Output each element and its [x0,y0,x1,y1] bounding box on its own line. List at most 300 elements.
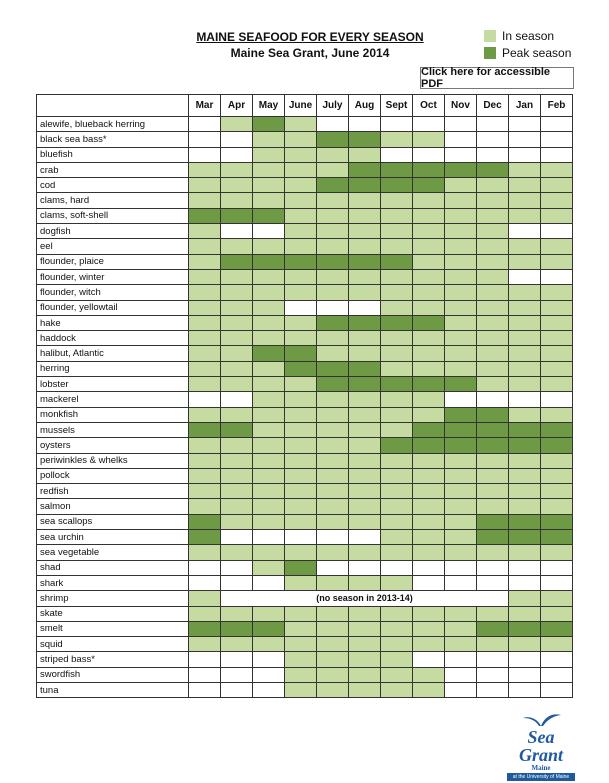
off-season-cell [509,560,541,575]
in-season-cell [381,239,413,254]
in-season-cell [349,438,381,453]
in-season-cell [221,637,253,652]
peak-season-cell [317,377,349,392]
in-season-cell [317,285,349,300]
in-season-cell [445,499,477,514]
off-season-cell [189,652,221,667]
in-season-cell [189,545,221,560]
in-season-cell [541,178,573,193]
in-season-cell [317,438,349,453]
off-season-cell [349,300,381,315]
off-season-cell [445,667,477,682]
off-season-cell [189,560,221,575]
off-season-cell [477,652,509,667]
in-season-cell [541,346,573,361]
in-season-cell [317,621,349,636]
month-header-feb: Feb [541,95,573,117]
in-season-cell [381,667,413,682]
in-season-cell [445,637,477,652]
off-season-cell [509,667,541,682]
in-season-cell [509,315,541,330]
in-season-cell [317,208,349,223]
peak-season-cell [189,208,221,223]
in-season-cell [221,453,253,468]
in-season-cell [349,239,381,254]
in-season-cell [445,208,477,223]
table-row [37,162,573,177]
in-season-cell [189,315,221,330]
table-row [37,637,573,652]
off-season-cell [413,575,445,590]
in-season-cell [445,484,477,499]
off-season-cell [477,682,509,697]
in-season-cell [413,346,445,361]
in-season-cell [317,545,349,560]
in-season-cell [349,652,381,667]
table-row [37,591,573,606]
off-season-cell [509,392,541,407]
off-season-cell [445,652,477,667]
in-season-cell [285,315,317,330]
peak-season-cell [509,530,541,545]
peak-season-cell [477,438,509,453]
in-season-cell [413,285,445,300]
in-season-cell [413,453,445,468]
in-season-cell [541,300,573,315]
table-row [37,392,573,407]
in-season-cell [381,652,413,667]
accessible-pdf-button[interactable]: Click here for accessible PDF [420,67,574,89]
in-season-cell [349,346,381,361]
peak-season-cell [253,254,285,269]
off-season-cell [509,132,541,147]
table-row [37,132,573,147]
in-season-cell [285,407,317,422]
species-name: hake [37,315,189,330]
month-header-may: May [253,95,285,117]
in-season-cell [285,621,317,636]
in-season-cell [477,606,509,621]
in-season-cell [253,300,285,315]
in-season-cell [477,285,509,300]
in-season-cell [413,606,445,621]
in-season-cell [541,254,573,269]
off-season-cell [477,132,509,147]
table-row [37,606,573,621]
in-season-cell [317,162,349,177]
in-season-cell [413,637,445,652]
in-season-cell [477,178,509,193]
table-row [37,331,573,346]
in-season-cell [317,682,349,697]
in-season-cell [445,606,477,621]
peak-season-cell [189,422,221,437]
off-season-cell [381,147,413,162]
in-season-cell [445,300,477,315]
in-season-cell [509,407,541,422]
in-season-cell [285,162,317,177]
peak-season-cell [253,208,285,223]
species-name: smelt [37,621,189,636]
species-name: flounder, yellowtail [37,300,189,315]
in-season-cell [189,178,221,193]
species-name: striped bass* [37,652,189,667]
in-season-cell [317,637,349,652]
in-season-cell [285,514,317,529]
in-season-cell [445,346,477,361]
off-season-cell [413,147,445,162]
in-season-cell [349,484,381,499]
species-name: bluefish [37,147,189,162]
in-season-cell [253,377,285,392]
off-season-cell [253,575,285,590]
in-season-cell [285,178,317,193]
off-season-cell [509,147,541,162]
in-season-cell [253,147,285,162]
in-season-cell [317,239,349,254]
in-season-cell [221,315,253,330]
bird-icon [507,712,575,728]
peak-season-cell [253,621,285,636]
peak-season-cell [317,361,349,376]
in-season-cell [317,484,349,499]
table-row [37,530,573,545]
in-season-cell [541,193,573,208]
in-season-cell [285,269,317,284]
off-season-cell [253,682,285,697]
in-season-cell [445,239,477,254]
in-season-swatch [484,30,496,42]
in-season-cell [445,315,477,330]
in-season-cell [317,193,349,208]
in-season-cell [189,468,221,483]
off-season-cell [189,392,221,407]
off-season-cell [349,530,381,545]
off-season-cell [221,132,253,147]
in-season-cell [285,208,317,223]
in-season-cell [221,331,253,346]
in-season-cell [221,178,253,193]
in-season-cell [509,300,541,315]
table-row [37,667,573,682]
in-season-cell [317,468,349,483]
in-season-cell [477,331,509,346]
peak-season-cell [413,438,445,453]
in-season-cell [253,560,285,575]
in-season-cell [381,392,413,407]
in-season-cell [253,545,285,560]
species-name: tuna [37,682,189,697]
in-season-cell [189,346,221,361]
off-season-cell [477,575,509,590]
in-season-cell [285,499,317,514]
species-name: swordfish [37,667,189,682]
in-season-cell [509,484,541,499]
peak-season-cell [349,315,381,330]
in-season-cell [317,453,349,468]
species-name: haddock [37,331,189,346]
in-season-cell [509,239,541,254]
peak-season-cell [221,208,253,223]
in-season-cell [541,361,573,376]
peak-season-cell [221,621,253,636]
month-header-aug: Aug [349,95,381,117]
peak-season-cell [541,422,573,437]
table-row [37,147,573,162]
in-season-cell [381,208,413,223]
in-season-cell [413,361,445,376]
peak-season-cell [381,377,413,392]
table-row [37,560,573,575]
off-season-cell [509,269,541,284]
in-season-cell [349,621,381,636]
in-season-cell [349,453,381,468]
off-season-cell [509,682,541,697]
in-season-cell [349,208,381,223]
off-season-cell [189,682,221,697]
off-season-cell [445,132,477,147]
in-season-cell [317,147,349,162]
off-season-cell [509,652,541,667]
peak-season-cell [413,178,445,193]
off-season-cell [477,117,509,132]
off-season-cell [317,300,349,315]
in-season-cell [253,285,285,300]
in-season-cell [285,193,317,208]
off-season-cell [445,560,477,575]
in-season-cell [381,484,413,499]
in-season-cell [541,208,573,223]
in-season-cell [285,377,317,392]
off-season-cell [477,147,509,162]
species-header-cell [37,95,189,117]
in-season-cell [349,575,381,590]
month-header-nov: Nov [445,95,477,117]
off-season-cell [445,575,477,590]
peak-season-cell [381,162,413,177]
in-season-cell [413,407,445,422]
in-season-cell [253,361,285,376]
logo-name: Sea Grant [518,727,563,765]
off-season-cell [413,117,445,132]
in-season-cell [477,269,509,284]
peak-season-cell [189,514,221,529]
table-row [37,422,573,437]
in-season-cell [253,392,285,407]
table-row [37,315,573,330]
in-season-cell [317,392,349,407]
species-name: salmon [37,499,189,514]
in-season-cell [509,285,541,300]
species-name: mackerel [37,392,189,407]
in-season-cell [413,239,445,254]
in-season-cell [189,224,221,239]
in-season-cell [509,254,541,269]
in-season-cell [285,392,317,407]
in-season-cell [413,468,445,483]
in-season-cell [285,652,317,667]
in-season-cell [541,606,573,621]
legend-in-season-label: In season [502,28,555,43]
in-season-cell [189,239,221,254]
logo-state: Maine [531,764,551,772]
peak-season-cell [477,621,509,636]
off-season-cell [349,117,381,132]
in-season-cell [509,178,541,193]
in-season-cell [253,193,285,208]
in-season-cell [477,254,509,269]
in-season-cell [381,407,413,422]
in-season-cell [477,499,509,514]
in-season-cell [285,239,317,254]
peak-season-cell [285,560,317,575]
off-season-cell [189,575,221,590]
in-season-cell [413,545,445,560]
in-season-cell [253,514,285,529]
in-season-cell [221,346,253,361]
in-season-cell [445,514,477,529]
in-season-cell [285,484,317,499]
off-season-cell [221,560,253,575]
in-season-cell [253,239,285,254]
off-season-cell [509,117,541,132]
off-season-cell [253,530,285,545]
in-season-cell [381,499,413,514]
peak-season-cell [445,162,477,177]
in-season-cell [221,285,253,300]
species-name: sea vegetable [37,545,189,560]
species-name: periwinkles & whelks [37,453,189,468]
month-header-july: July [317,95,349,117]
in-season-cell [509,606,541,621]
in-season-cell [445,285,477,300]
in-season-cell [349,545,381,560]
peak-season-cell [413,377,445,392]
off-season-cell [541,652,573,667]
in-season-cell [349,269,381,284]
table-row [37,682,573,697]
table-row [37,300,573,315]
table-row [37,438,573,453]
in-season-cell [509,499,541,514]
in-season-cell [285,453,317,468]
peak-season-cell [349,377,381,392]
in-season-cell [253,422,285,437]
in-season-cell [349,407,381,422]
peak-season-cell [445,407,477,422]
off-season-cell [221,224,253,239]
month-header-apr: Apr [221,95,253,117]
in-season-cell [381,530,413,545]
in-season-cell [285,224,317,239]
in-season-cell [221,361,253,376]
table-row [37,499,573,514]
in-season-cell [349,468,381,483]
in-season-cell [413,484,445,499]
off-season-cell [413,560,445,575]
species-name: redfish [37,484,189,499]
in-season-cell [381,300,413,315]
in-season-cell [381,346,413,361]
in-season-cell [445,331,477,346]
in-season-cell [189,499,221,514]
month-header-mar: Mar [189,95,221,117]
in-season-cell [381,193,413,208]
in-season-cell [349,285,381,300]
in-season-cell [477,361,509,376]
in-season-cell [285,438,317,453]
table-row [37,208,573,223]
in-season-cell [221,499,253,514]
species-name: alewife, blueback herring [37,117,189,132]
in-season-cell [381,621,413,636]
off-season-cell [253,224,285,239]
table-row [37,377,573,392]
peak-season-cell [349,361,381,376]
in-season-cell [413,300,445,315]
month-header-sept: Sept [381,95,413,117]
in-season-cell [381,361,413,376]
off-season-cell [221,147,253,162]
in-season-cell [413,682,445,697]
in-season-cell [349,499,381,514]
in-season-cell [413,224,445,239]
off-season-cell [445,392,477,407]
in-season-cell [381,545,413,560]
in-season-cell [477,315,509,330]
species-name: shark [37,575,189,590]
in-season-cell [509,162,541,177]
off-season-cell [221,530,253,545]
in-season-cell [541,315,573,330]
table-row [37,484,573,499]
peak-season-cell [413,162,445,177]
in-season-cell [221,300,253,315]
off-season-cell [509,575,541,590]
peak-season-cell [477,514,509,529]
legend-in-season [484,27,571,44]
in-season-cell [285,606,317,621]
in-season-cell [253,162,285,177]
peak-season-cell [381,315,413,330]
off-season-cell [541,147,573,162]
in-season-cell [285,667,317,682]
in-season-cell [445,621,477,636]
in-season-cell [189,484,221,499]
table-row [37,514,573,529]
in-season-cell [381,468,413,483]
off-season-cell [541,560,573,575]
in-season-cell [317,224,349,239]
in-season-cell [285,132,317,147]
in-season-cell [413,499,445,514]
species-name: eel [37,239,189,254]
off-season-cell [285,530,317,545]
table-row [37,239,573,254]
in-season-cell [253,606,285,621]
off-season-cell [381,560,413,575]
off-season-cell [541,575,573,590]
in-season-cell [189,637,221,652]
in-season-cell [477,484,509,499]
in-season-cell [189,193,221,208]
peak-season-cell [221,422,253,437]
in-season-cell [381,132,413,147]
in-season-cell [477,193,509,208]
in-season-cell [285,117,317,132]
species-name: dogfish [37,224,189,239]
off-season-cell [445,117,477,132]
